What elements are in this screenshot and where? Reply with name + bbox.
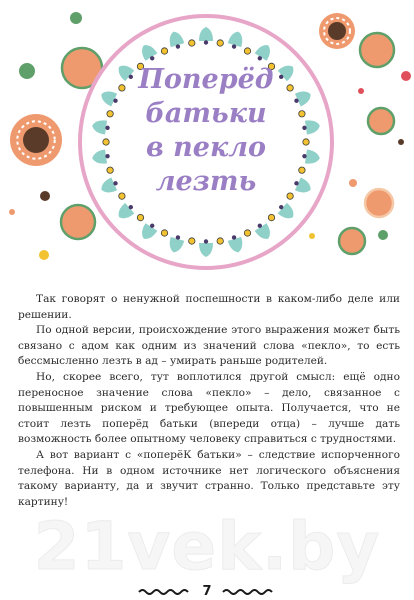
confetti-dot <box>309 233 315 239</box>
confetti-dot <box>61 205 95 239</box>
confetti-dot <box>19 63 35 79</box>
ornament-dot <box>244 48 250 54</box>
title-line-4: лезть <box>155 166 257 197</box>
confetti-dot <box>358 88 364 94</box>
ornament-dot <box>287 193 293 199</box>
watermark: 21vek.by <box>33 508 381 585</box>
confetti-dot <box>378 230 388 240</box>
ornament-dot <box>189 40 195 46</box>
paragraph-3: Но, скорее всего, тут воплотился другой смысл: ещё одно переносное значение слова «пекло» – дело, связанное с повышенным риском и требующее опыта. Получается, что не стоит лезть поперёд батьки (впереди отца) – лучше дать возможность более опытному человеку справиться с трудностями. <box>18 370 400 446</box>
page-number: 7 <box>202 584 212 599</box>
page-footer <box>0 584 414 600</box>
title-line-1: Поперёд <box>138 64 274 95</box>
decorative-illustration <box>0 0 414 290</box>
ornament-dot <box>161 48 167 54</box>
ornament-dot <box>303 139 309 145</box>
confetti-dot <box>398 139 404 145</box>
ornament-dot <box>137 214 143 220</box>
ornament-dot <box>103 139 109 145</box>
confetti-dot <box>360 33 394 67</box>
confetti-dot <box>365 189 393 217</box>
confetti-dot <box>40 191 50 201</box>
ornament-dot <box>161 230 167 236</box>
ornament-dot <box>119 85 125 91</box>
article-body <box>18 292 400 510</box>
paragraph-1: Так говорят о ненужной поспешности в каком-либо деле или решении. <box>18 293 400 321</box>
ornament-dot <box>217 238 223 244</box>
ornament-dot <box>107 111 113 117</box>
paragraph-2: По одной версии, происхождение этого выражения может быть связано с адом как одним из значений слова «пекло», то есть бессмысленно лезть в ад – умирать раньше родителей. <box>18 324 400 368</box>
ornament-dot <box>299 167 305 173</box>
confetti-dot <box>39 250 49 260</box>
title-line-3: в пекло <box>146 132 266 163</box>
wavy-line-icon <box>222 588 276 596</box>
ornament-dot <box>299 111 305 117</box>
ornament-dot <box>217 40 223 46</box>
ornament-dot <box>287 85 293 91</box>
confetti-dot <box>401 71 411 81</box>
confetti-dot <box>368 108 394 134</box>
title-line-2: батьки <box>145 98 267 129</box>
confetti-dot <box>70 12 82 24</box>
ornament-dot <box>107 167 113 173</box>
ornament-dot <box>189 238 195 244</box>
paragraph-4: А вот вариант с «поперёК батьки» – следствие испорченного телефона. Ни в одном источнике нет логического объяснения такому варианту, да и звучит странно. Только представьте эту картину! <box>18 448 400 508</box>
confetti-dot <box>339 228 365 254</box>
confetti-dot <box>9 209 15 215</box>
ornament-dot <box>244 230 250 236</box>
confetti-dot <box>349 179 357 187</box>
wavy-line-icon <box>138 588 192 596</box>
ornament-dot <box>268 214 274 220</box>
ornament-dot <box>119 193 125 199</box>
